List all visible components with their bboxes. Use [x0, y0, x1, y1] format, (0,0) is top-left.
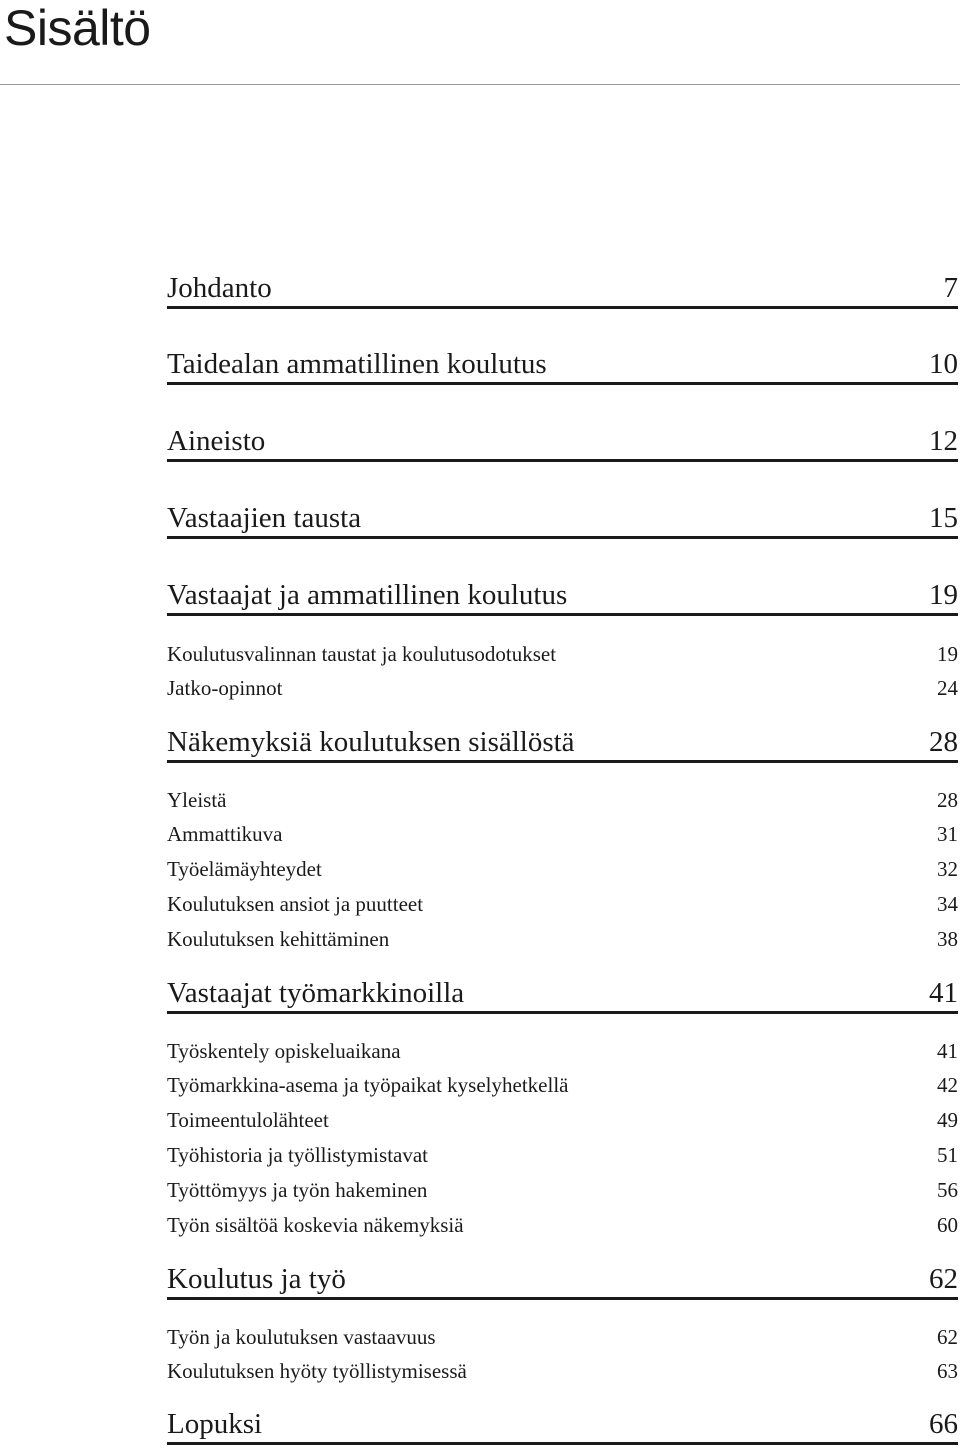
toc-section-entry[interactable]	[167, 1140, 958, 1170]
toc-entry-page: 42	[937, 1073, 958, 1097]
toc-section-entry[interactable]	[167, 854, 958, 884]
toc-entry-label: Lopuksi	[167, 1408, 263, 1440]
table-of-contents	[167, 0, 958, 1451]
toc-entry-page: 38	[937, 927, 958, 951]
toc-chapter-entry[interactable]	[167, 346, 958, 385]
toc-entry-page: 19	[937, 642, 958, 666]
toc-entry-label: Aineisto	[167, 425, 266, 457]
toc-entry-label: Koulutus ja työ	[167, 1263, 346, 1295]
toc-entry-page: 62	[937, 1325, 958, 1349]
toc-chapter-entry[interactable]	[167, 423, 958, 462]
toc-entry-label: Taidealan ammatillinen koulutus	[167, 348, 547, 380]
toc-entry-label: Työhistoria ja työllistymistavat	[167, 1143, 429, 1167]
toc-entry-label: Koulutuksen hyöty työllistymisessä	[167, 1359, 467, 1383]
toc-chapter-entry[interactable]	[167, 975, 958, 1014]
toc-entry-page: 7	[943, 272, 958, 304]
toc-chapter-entry[interactable]	[167, 270, 958, 309]
toc-entry-label: Työttömyys ja työn hakeminen	[167, 1178, 428, 1202]
toc-entry-page: 32	[937, 857, 958, 881]
toc-entry-label: Ammattikuva	[167, 822, 283, 846]
toc-entry-label: Jatko-opinnot	[167, 676, 283, 700]
toc-entry-label: Yleistä	[167, 788, 227, 812]
toc-entry-label: Vastaajat ja ammatillinen koulutus	[167, 579, 568, 611]
toc-entry-label: Näkemyksiä koulutuksen sisällöstä	[167, 726, 575, 758]
toc-section-entry[interactable]	[167, 1105, 958, 1135]
toc-section-entry[interactable]	[167, 1210, 958, 1240]
toc-entry-page: 10	[929, 348, 958, 380]
page-title: Sisältö	[4, 0, 151, 56]
toc-entry-label: Johdanto	[167, 272, 272, 304]
toc-entry-label: Työn sisältöä koskevia näkemyksiä	[167, 1213, 464, 1237]
toc-entry-label: Koulutusvalinnan taustat ja koulutusodotukset	[167, 642, 557, 666]
toc-entry-page: 60	[937, 1213, 958, 1237]
toc-entry-label: Työskentely opiskeluaikana	[167, 1039, 401, 1063]
toc-entry-page: 34	[937, 892, 958, 916]
toc-entry-page: 15	[929, 502, 958, 534]
toc-entry-label: Työmarkkina-asema ja työpaikat kyselyhetkellä	[167, 1073, 569, 1097]
toc-entry-label: Työelämäyhteydet	[167, 857, 322, 881]
toc-section-entry[interactable]	[167, 1175, 958, 1205]
toc-chapter-entry[interactable]	[167, 500, 958, 539]
toc-entry-label: Työn ja koulutuksen vastaavuus	[167, 1325, 436, 1349]
toc-entry-page: 56	[937, 1178, 958, 1202]
toc-section-entry[interactable]	[167, 889, 958, 919]
toc-entry-label: Toimeentulolähteet	[167, 1108, 329, 1132]
toc-entry-page: 51	[937, 1143, 958, 1167]
toc-entry-label: Vastaajien tausta	[167, 502, 362, 534]
toc-section-entry[interactable]	[167, 1322, 958, 1352]
toc-section-entry[interactable]	[167, 1036, 958, 1066]
toc-entry-page: 41	[937, 1039, 958, 1063]
toc-entry-page: 66	[929, 1408, 958, 1440]
toc-entry-label: Koulutuksen ansiot ja puutteet	[167, 892, 424, 916]
toc-entry-page: 41	[929, 977, 958, 1009]
toc-section-entry[interactable]	[167, 673, 958, 703]
toc-chapter-entry[interactable]	[167, 1261, 958, 1300]
toc-section-entry[interactable]	[167, 819, 958, 849]
toc-entry-page: 24	[937, 676, 958, 700]
toc-entry-label: Vastaajat työmarkkinoilla	[167, 977, 465, 1009]
toc-entry-page: 49	[937, 1108, 958, 1132]
toc-chapter-entry[interactable]	[167, 724, 958, 763]
toc-entry-page: 28	[929, 726, 958, 758]
toc-chapter-entry[interactable]	[167, 577, 958, 616]
toc-section-entry[interactable]	[167, 1356, 958, 1386]
toc-entry-page: 28	[937, 788, 958, 812]
toc-section-entry[interactable]	[167, 785, 958, 815]
toc-entry-page: 12	[929, 425, 958, 457]
toc-section-entry[interactable]	[167, 924, 958, 954]
toc-entry-page: 31	[937, 822, 958, 846]
toc-section-entry[interactable]	[167, 1070, 958, 1100]
toc-entry-page: 19	[929, 579, 958, 611]
toc-entry-label: Koulutuksen kehittäminen	[167, 927, 390, 951]
toc-entry-page: 62	[929, 1263, 958, 1295]
toc-entry-page: 63	[937, 1359, 958, 1383]
toc-section-entry[interactable]	[167, 639, 958, 669]
toc-chapter-entry[interactable]	[167, 1406, 958, 1445]
